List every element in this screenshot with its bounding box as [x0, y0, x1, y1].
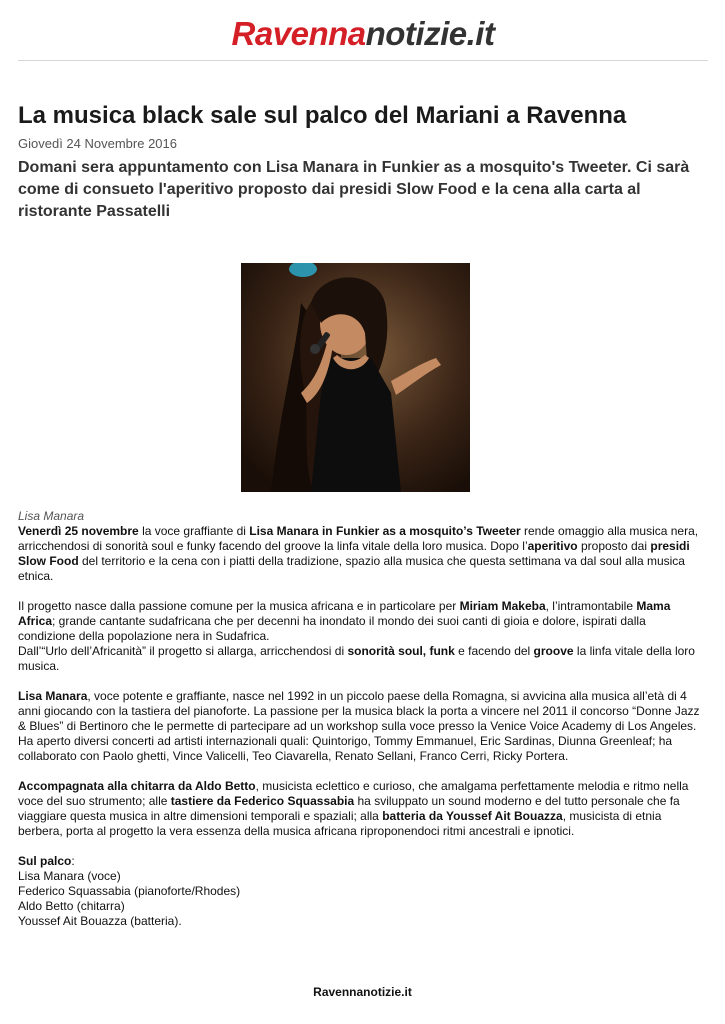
p4-drums: batteria da Youssef Ait Bouazza — [382, 809, 563, 823]
p1-text-3: proposto dai — [577, 539, 651, 553]
p1-text-4: del territorio e la cena con i piatti della tradizione, spazio alla musica che questa settimana va dal soul alla musica etnica. — [18, 554, 685, 583]
p2-makeba: Miriam Makeba — [459, 599, 546, 613]
p4-guitar: Accompagnata alla chitarra da Aldo Betto — [18, 779, 256, 793]
lineup-member: Federico Squassabia (pianoforte/Rhodes) — [18, 884, 241, 898]
p4-text-1: , musicista eclettico e curioso, che amalgama perfettamente melodia e ritmo nella voce del suo strumento; alle — [18, 779, 689, 808]
logo-part-ravenna: Ravenna — [231, 15, 366, 52]
p2-text-1: Il progetto nasce dalla passione comune per la musica africana e in particolare per — [18, 599, 460, 613]
site-header — [18, 0, 708, 61]
p3-text-1: , voce potente e graffiante, nasce nel 1992 in un piccolo paese della Romagna, si avvicina alla musica all’età di 4 anni giocando con la tastiera del pianoforte. La passione per la musica black la porta a vincere nel 2011 il concorso “Donne Jazz & Blues” di Bertinoro che le permette di partecipare ad un workshop sulla voce presso la Venice Voice Academy di Los Angeles. Ha aperto diversi concerti ad artisti internazionali quali: Quintorigo, Tommy Emmanuel, Eric Sardinas, Diunna Greenleaf; ha collaborato con Paolo ghetti, Vince Valicelli, Teo Ciavarella, Renato Sellani, Franco Cerri, Ricky Portera. — [18, 689, 700, 763]
lineup-heading-colon: : — [71, 854, 75, 868]
paragraph-3 — [18, 689, 706, 764]
p2-text-5: e facendo del — [454, 644, 534, 658]
p3-artist: Lisa Manara — [18, 689, 88, 703]
logo-part-notizie: notizie.it — [365, 15, 495, 52]
lineup-member: Aldo Betto (chitarra) — [18, 899, 125, 913]
p4-keys: tastiere da Federico Squassabia — [170, 794, 355, 808]
image-caption: Lisa Manara — [18, 509, 85, 523]
singer-photo-illustration — [241, 263, 470, 492]
article-date: Giovedì 24 Novembre 2016 — [18, 136, 177, 151]
p4-text-3: , musicista di etnia berbera, porta al progetto la vera essenza della musica africana riproponendoci ritmi ancestrali e ipnotici. — [18, 809, 662, 838]
p2-text-4: Dall’“Urlo dell’Africanità” il progetto si allarga, arricchendosi di — [18, 644, 348, 658]
lineup-member: Youssef Ait Bouazza (batteria). — [18, 914, 182, 928]
p2-soul-funk: sonorità soul, funk — [347, 644, 455, 658]
site-logo[interactable] — [18, 14, 708, 54]
p1-slow-food: presidi Slow Food — [18, 539, 690, 568]
footer-site-name[interactable]: Ravennanotizie.it — [313, 985, 412, 999]
p2-mama-africa: Mama Africa — [18, 599, 671, 628]
article-body — [18, 524, 706, 944]
p1-aperitivo: aperitivo — [527, 539, 578, 553]
p1-date: Venerdì 25 novembre — [18, 524, 139, 538]
paragraph-2 — [18, 599, 706, 674]
p1-text-2: rende omaggio alla musica nera, arricchendosi di sonorità soul e funky facendo del groove la linfa vitale della loro musica. Dopo l’ — [18, 524, 699, 553]
article-title: La musica black sale sul palco del Mariani a Ravenna — [18, 102, 627, 129]
article-photo — [241, 263, 470, 492]
p2-text-6: la linfa vitale della loro musica. — [18, 644, 695, 673]
paragraph-1 — [18, 524, 706, 584]
p4-text-2: ha sviluppato un sound moderno e del tutto personale che fa viaggiare questa musica in altre dimensioni temporali e spaziali; alla — [18, 794, 680, 823]
p2-text-3: ; grande cantante sudafricana che per decenni ha inondato il mondo dei suoi canti di gioia e dolore, ispirati dalla condizione della popolazione nera in Sudafrica. — [18, 614, 646, 643]
lineup — [18, 854, 706, 929]
p1-text-1: la voce graffiante di — [138, 524, 250, 538]
p2-groove: groove — [533, 644, 574, 658]
article-subtitle: Domani sera appuntamento con Lisa Manara in Funkier as a mosquito's Tweeter. Ci sarà come di consueto l'aperitivo proposto dai presidi Slow Food e la cena alla carta al ristorante Passatelli — [18, 159, 690, 220]
lineup-member: Lisa Manara (voce) — [18, 869, 121, 883]
paragraph-4 — [18, 779, 706, 839]
p2-text-2: , l’intramontabile — [545, 599, 637, 613]
lineup-heading: Sul palco — [18, 854, 72, 868]
p1-artist: Lisa Manara in Funkier as a mosquito’s Tweeter — [249, 524, 521, 538]
